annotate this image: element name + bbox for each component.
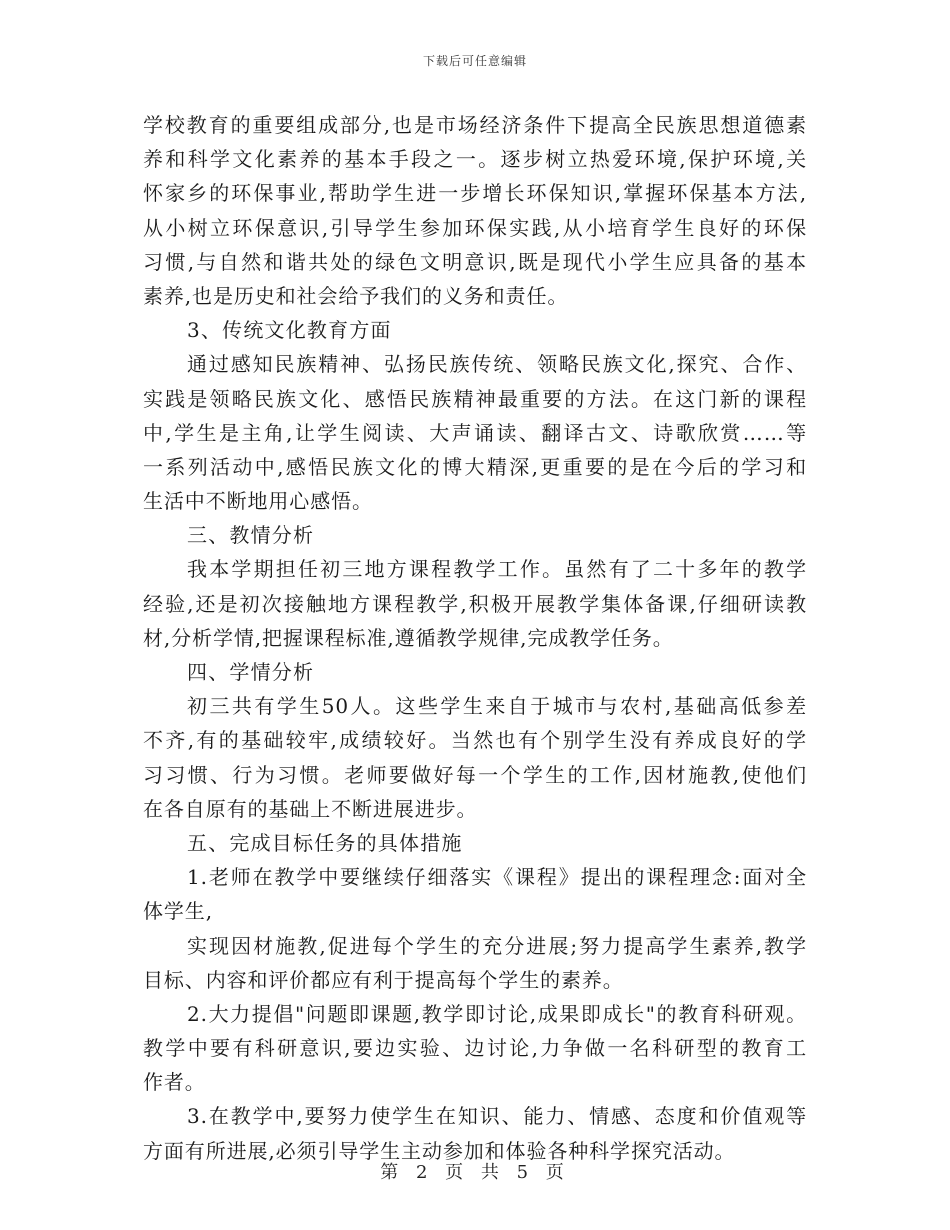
body-line: 3.在教学中,要努力使学生在知识、能力、情感、态度和价值观等: [187, 1104, 807, 1129]
body-line: 不齐,有的基础较牢,成绩较好。当然也有个别学生没有养成良好的学: [143, 728, 807, 753]
body-line: 怀家乡的环保事业,帮助学生进一步增长环保知识,掌握环保基本方法,: [143, 181, 807, 206]
body-line: 初三共有学生50人。这些学生来自于城市与农村,基础高低参差: [187, 694, 807, 719]
body-line: 方面有所进展,必须引导学生主动参加和体验各种科学探究活动。: [143, 1138, 736, 1163]
body-line: 学校教育的重要组成部分,也是市场经济条件下提高全民族思想道德素: [143, 113, 807, 137]
body-line: 通过感知民族精神、弘扬民族传统、领略民族文化,探究、合作、: [187, 352, 807, 377]
section-heading: 3、传统文化教育方面: [187, 318, 392, 343]
page-header: 下载后可任意编辑: [422, 54, 527, 68]
body-line: 素养,也是历史和社会给予我们的义务和责任。: [143, 283, 569, 308]
section-heading: 四、学情分析: [187, 660, 315, 684]
body-line: 1.老师在教学中要继续仔细落实《课程》提出的课程理念:面对全: [187, 865, 807, 890]
body-line: 目标、内容和评价都应有利于提高每个学生的素养。: [143, 967, 624, 992]
body-line: 经验,还是初次接触地方课程教学,积极开展教学集体备课,仔细研读教: [143, 591, 807, 616]
section-heading: 三、教情分析: [187, 523, 315, 548]
body-line: 教学中要有科研意识,要边实验、边讨论,力争做一名科研型的教育工: [143, 1036, 807, 1061]
body-line: 体学生,: [143, 899, 213, 924]
body-line: 作者。: [143, 1070, 206, 1095]
body-line: 从小树立环保意识,引导学生参加环保实践,从小培育学生良好的环保: [143, 215, 807, 240]
body-line: 一系列活动中,感悟民族文化的博大精深,更重要的是在今后的学习和: [143, 454, 807, 479]
body-line: 中,学生是主角,让学生阅读、大声诵读、翻译古文、诗歌欣赏……等: [143, 420, 807, 445]
section-heading: 五、完成目标任务的具体措施: [187, 830, 463, 855]
body-line: 我本学期担任初三地方课程教学工作。虽然有了二十多年的教学: [187, 557, 807, 582]
body-line: 实践是领略民族文化、感悟民族精神最重要的方法。在这门新的课程: [143, 386, 807, 411]
body-line: 2.大力提倡"问题即课题,教学即讨论,成果即成长"的教育科研观。: [187, 1001, 807, 1026]
body-line: 习惯,与自然和谐共处的绿色文明意识,既是现代小学生应具备的基本: [143, 249, 807, 274]
body-line: 材,分析学情,把握课程标准,遵循教学规律,完成教学任务。: [143, 625, 674, 650]
document-body: [143, 108, 807, 1168]
body-line: 习习惯、行为习惯。老师要做好每一个学生的工作,因材施教,使他们: [143, 762, 807, 787]
body-line: 在各自原有的基础上不断进展进步。: [143, 796, 478, 821]
body-line: 养和科学文化素养的基本手段之一。逐步树立热爱环境,保护环境,关: [143, 147, 807, 172]
page-number: 第 2 页 共 5 页: [380, 1162, 570, 1183]
body-line: 生活中不断地用心感悟。: [143, 489, 373, 514]
body-line: 实现因材施教,促进每个学生的充分进展;努力提高学生素养,教学: [187, 933, 807, 958]
